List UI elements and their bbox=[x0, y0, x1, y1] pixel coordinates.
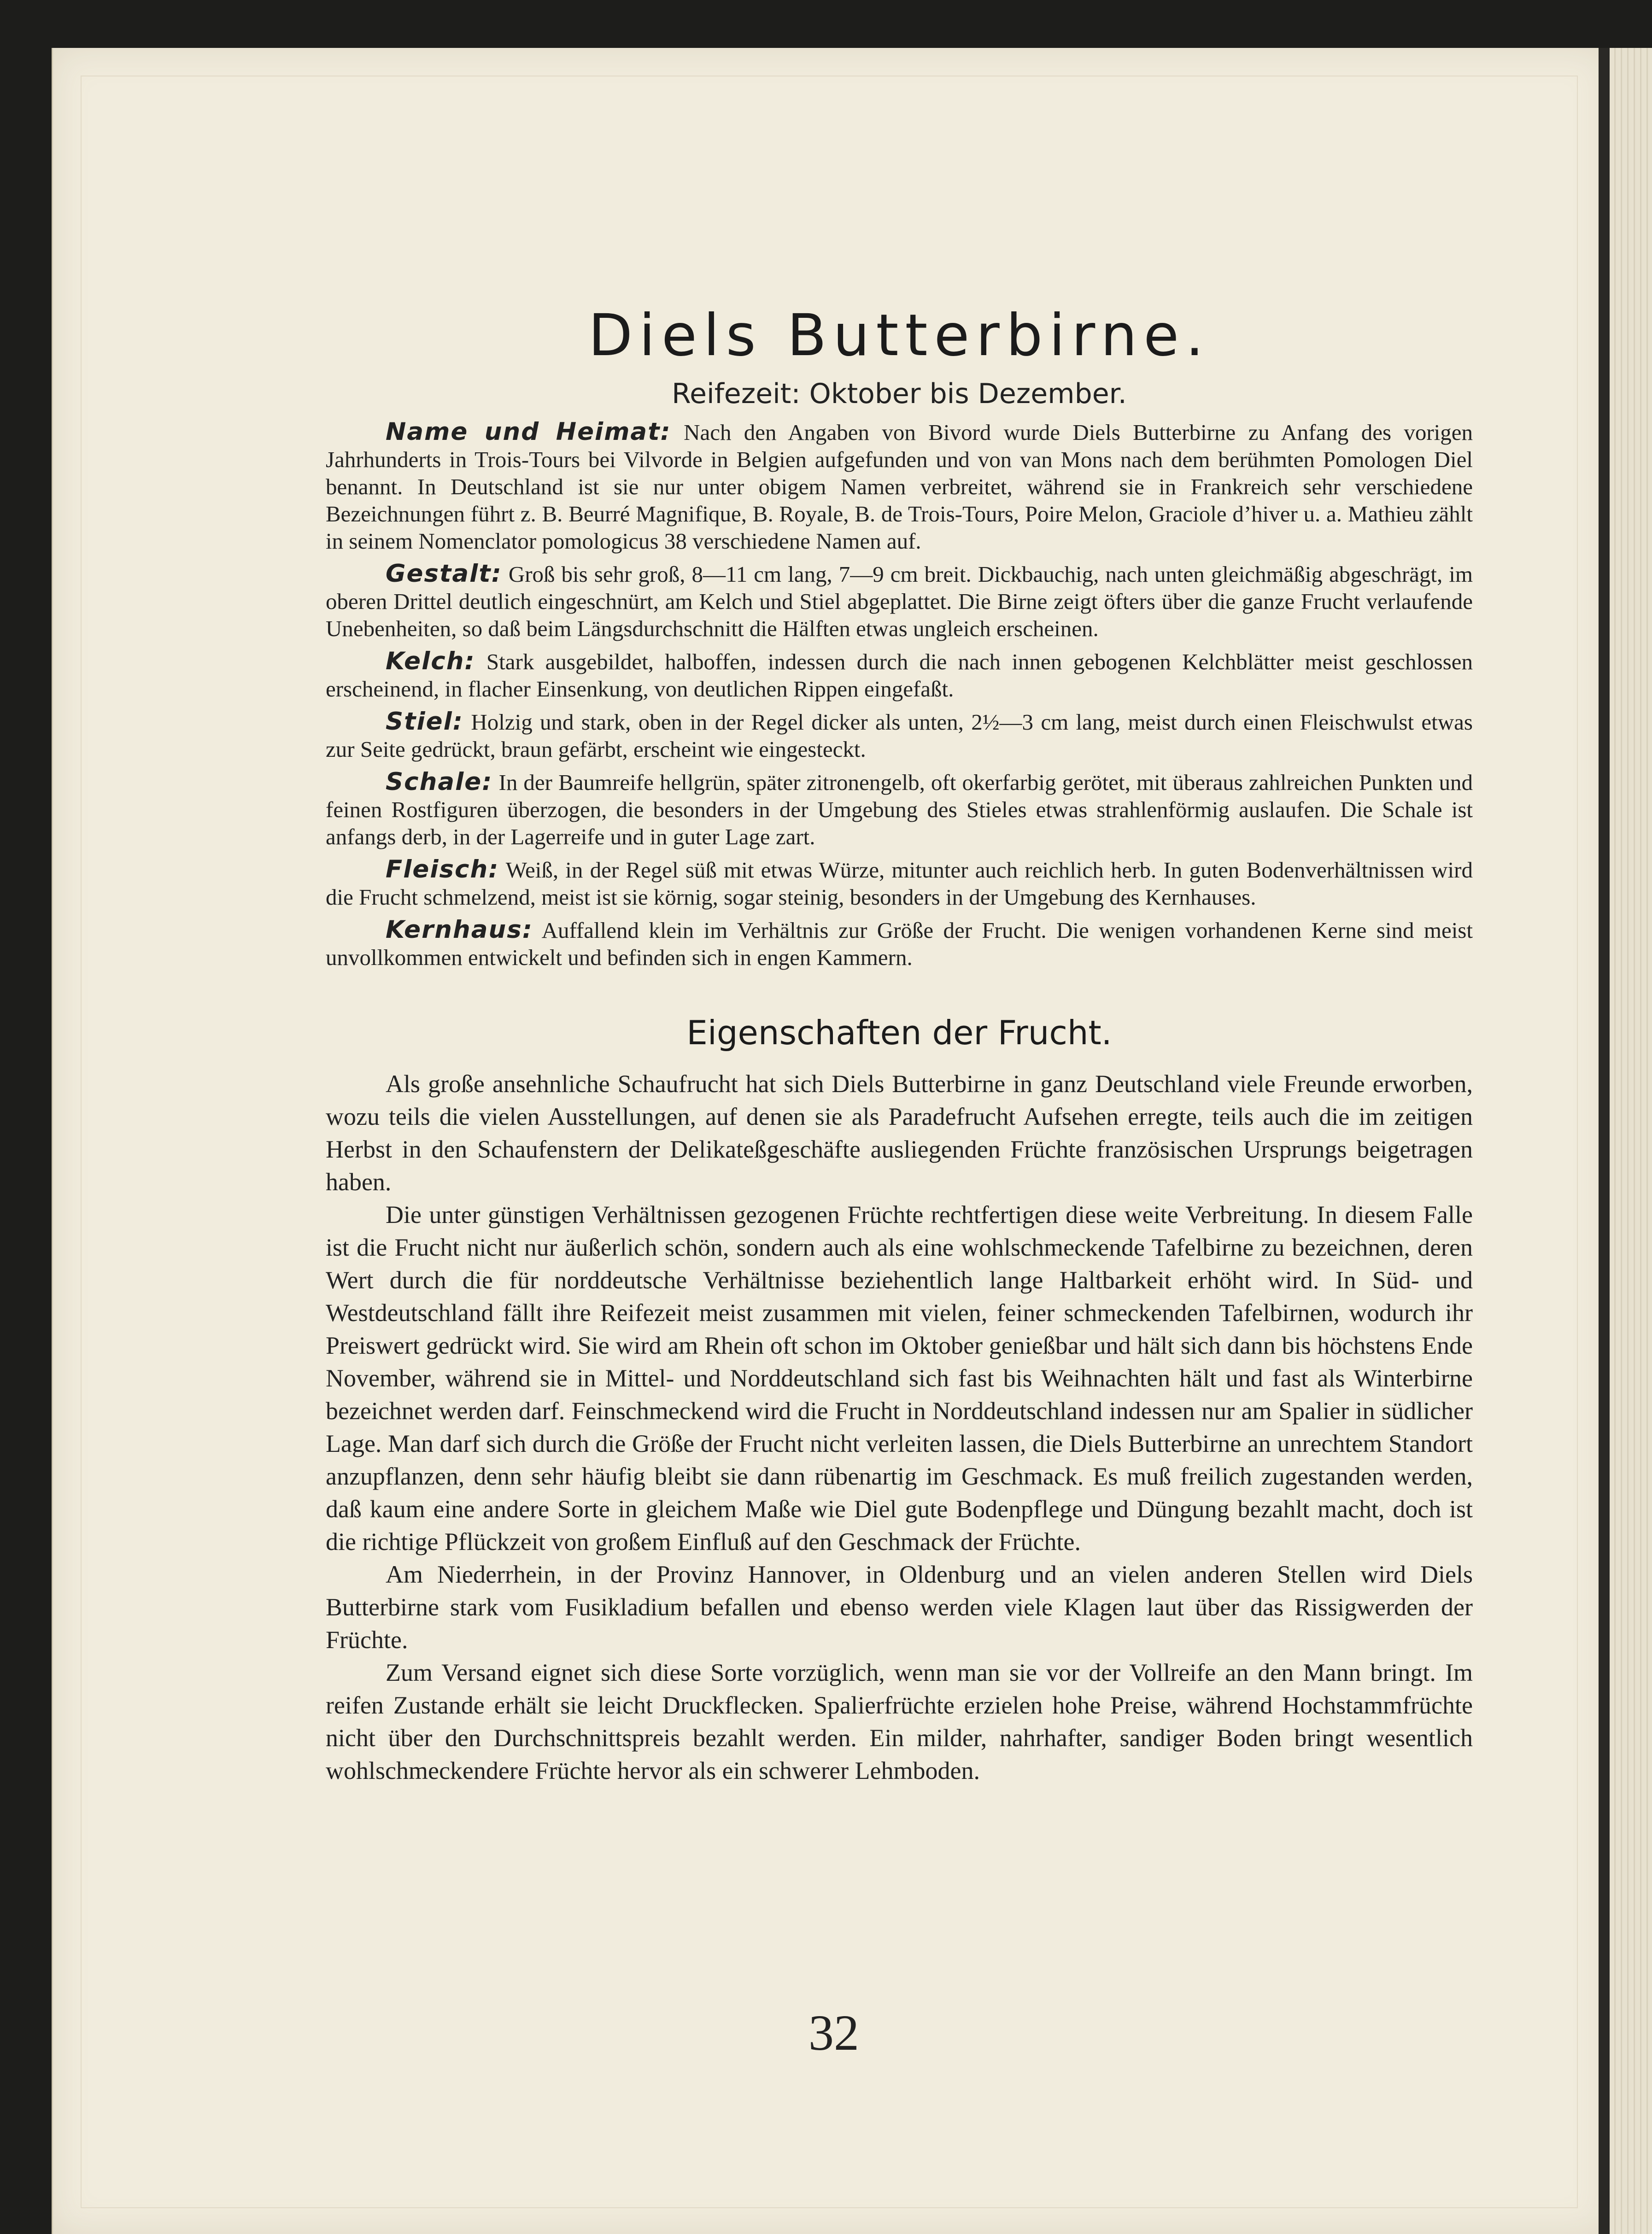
entry-label: Stiel: bbox=[386, 707, 463, 736]
entry-text: Nach den Angaben von Bivord wurde Diels Butterbirne zu Anfang des vorigen Jahrhunderts in Trois-Tours bei Vilvorde in Belgien aufgefunden und von van Mons nach dem berühmten Pomologen Diel benannt. In Deutschland ist sie nur unter obigem Namen verbreitet, während sie in Frankreich sehr verschiedene Bezeichnungen führt z. B. Beurré Magnifique, B. Royale, B. de Trois-Tours, Poire Melon, Graciole d’hiver u. a. Mathieu zählt in seinem Nomenclator pomologicus 38 verschiedene Namen auf. bbox=[326, 419, 1473, 554]
entry-text: In der Baumreife hellgrün, später zitronengelb, oft okerfarbig gerötet, mit überaus zahlreichen Punkten und feinen Rostfiguren überzogen, die besonders in der Umgebung des Stieles etwas strahlenförmig auslaufen. Die Schale ist anfangs derb, in der Lagerreife und in guter Lage zart. bbox=[326, 769, 1473, 849]
section-heading: Eigenschaften der Frucht. bbox=[686, 1013, 1112, 1052]
ripening-line bbox=[326, 378, 1473, 410]
ripening-label: Reifezeit: bbox=[672, 377, 801, 410]
entry-text: Weiß, in der Regel süß mit etwas Würze, mitunter auch reichlich herb. In guten Bodenverhältnissen wird die Frucht schmelzend, meist ist sie körnig, sogar steinig, besonders in der Umgebung des Kernhauses. bbox=[326, 857, 1473, 910]
entry-text: Groß bis sehr groß, 8—11 cm lang, 7—9 cm breit. Dickbauchig, nach unten gleichmäßig abgeschrägt, im oberen Drittel deutlich eingeschnürt, am Kelch und Stiel abgeplattet. Die Birne zeigt öfters über die ganze Frucht verlaufende Unebenheiten, so daß beim Längsdurchschnitt die Hälften etwas ungleich erscheinen. bbox=[326, 561, 1473, 641]
entry-core bbox=[326, 916, 1473, 971]
entry-label: Gestalt: bbox=[386, 559, 502, 588]
entry-label: Schale: bbox=[386, 767, 493, 796]
body-paragraph: Die unter günstigen Verhältnissen gezogenen Früchte rechtfertigen diese weite Verbreitung. In diesem Falle ist die Frucht nicht nur äußerlich schön, sondern auch als eine wohlschmeckende Tafelbirne zu bezeichnen, deren Wert durch die für norddeutsche Verhältnisse beziehentlich lange Haltbarkeit erhöht wird. In Süd- und Westdeutschland fällt ihre Reifezeit meist zusammen mit vielen, feiner schmeckenden Tafelbirnen, wodurch ihr Preiswert gedrückt wird. Sie wird am Rhein oft schon im Oktober genießbar und hält sich dann bis höchstens Ende November, während sie in Mittel- und Norddeutschland sich fast bis Weihnachten hält und fast als Winterbirne bezeichnet werden darf. Feinschmeckend wird die Frucht in Norddeutschland indessen nur am Spalier in südlicher Lage. Man darf sich durch die Größe der Frucht nicht verleiten lassen, die Diels Butterbirne an unrechtem Standort anzupflanzen, denn sehr häufig bleibt sie dann rübenartig im Geschmack. Es muß freilich zugestanden werden, daß kaum eine andere Sorte in gleichem Maße wie Diel gute Bodenpflege und Düngung bezahlt macht, doch ist die richtige Pflückzeit von großem Einfluß auf den Geschmack der Früchte. bbox=[326, 1200, 1473, 1556]
entry-name-origin bbox=[326, 418, 1473, 555]
entry-label: Kelch: bbox=[386, 647, 475, 675]
entry-skin bbox=[326, 768, 1473, 850]
entry-shape bbox=[326, 560, 1473, 642]
page-number: 32 bbox=[808, 2005, 859, 2061]
entry-text: Holzig und stark, oben in der Regel dicker als unten, 2½—3 cm lang, meist durch einen Fleischwulst etwas zur Seite gedrückt, braun gefärbt, erscheint wie eingesteckt. bbox=[326, 709, 1473, 762]
page-title: Diels Butterbirne. bbox=[588, 302, 1210, 369]
page-gutter bbox=[1599, 48, 1611, 2234]
entry-label: Name und Heimat: bbox=[386, 417, 671, 446]
body-paragraph: Am Niederrhein, in der Provinz Hannover, in Oldenburg und an vielen anderen Stellen wird Diels Butterbirne stark vom Fusikladium befallen und ebenso werden viele Klagen laut über das Rissigwerden der Früchte. bbox=[326, 1560, 1473, 1654]
page-content bbox=[326, 304, 1473, 1787]
body-paragraph: Als große ansehnliche Schaufrucht hat sich Diels Butterbirne in ganz Deutschland viele Freunde erworben, wozu teils die vielen Ausstellungen, auf denen sie als Paradefrucht Aufsehen erregte, teils auch die im zeitigen Herbst in den Schaufenstern der Delikateßgeschäfte ausliegenden Früchte französischen Ursprungs beigetragen haben. bbox=[326, 1070, 1473, 1196]
ripening-value: Oktober bis Dezember. bbox=[809, 377, 1127, 410]
entry-text: Stark ausgebildet, halboffen, indessen durch die nach innen gebogenen Kelchblätter meist geschlossen erscheinend, in flacher Einsenkung, von deutlichen Rippen eingefaßt. bbox=[326, 649, 1473, 702]
entry-flesh bbox=[326, 856, 1473, 911]
entry-stalk bbox=[326, 708, 1473, 763]
entry-label: Kernhaus: bbox=[386, 915, 533, 944]
entry-calyx bbox=[326, 648, 1473, 702]
body-paragraph: Zum Versand eignet sich diese Sorte vorzüglich, wenn man sie vor der Vollreife an den Mann bringt. Im reifen Zustande erhält sie leicht Druckflecken. Spalierfrüchte erzielen hohe Preise, während Hochstammfrüchte nicht über den Durchschnittspreis bezahlt werden. Ein milder, nahrhafter, sandiger Boden bringt wesentlich wohlschmeckendere Früchte hervor als ein schwerer Lehmboden. bbox=[326, 1658, 1473, 1784]
entry-text: Auffallend klein im Verhältnis zur Größe der Frucht. Die wenigen vorhandenen Kerne sind meist unvollkommen entwickelt und befinden sich in engen Kammern. bbox=[326, 917, 1473, 970]
page-stack-edge bbox=[1610, 48, 1652, 2234]
entry-label: Fleisch: bbox=[386, 855, 499, 883]
